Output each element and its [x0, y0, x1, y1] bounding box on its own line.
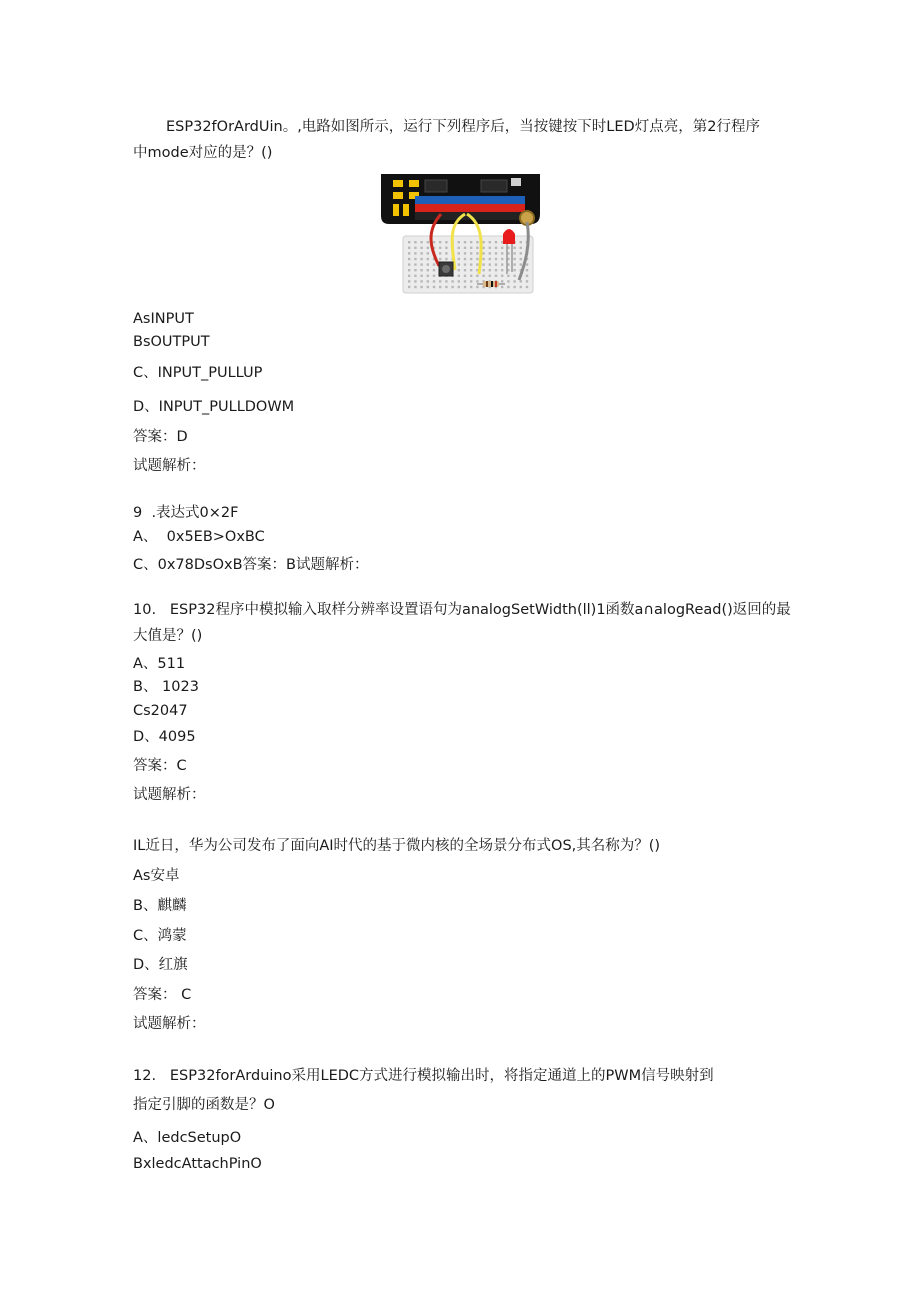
q10-option-a: A、511 — [133, 656, 186, 672]
q9-option-a: A、 0x5EB>OxBC — [133, 529, 265, 545]
q11-option-c: C、鸿蒙 — [133, 928, 187, 944]
q8-option-b: BsOUTPUT — [133, 334, 210, 350]
push-button — [439, 262, 453, 276]
q8-analysis: 试题解析： — [133, 458, 206, 474]
q12-option-a: A、ledcSetupO — [133, 1130, 242, 1146]
q10-analysis: 试题解析： — [133, 787, 206, 803]
q12-stem-line2: 指定引脚的函数是？O — [133, 1097, 275, 1113]
q11-option-d: D、红旗 — [133, 957, 188, 973]
q12-stem-line1: 12. ESP32forArduino采用LEDC方式进行模拟输出时，将指定通道上的PWM信号映射到 — [133, 1068, 714, 1084]
q8-stem-line1: ESP32fOrArdUin。,电路如图所示，运行下列程序后，当按键按下时LED灯点亮，第2行程序 — [166, 119, 760, 135]
q11-option-a: As安卓 — [133, 868, 180, 884]
q11-stem: IL近日，华为公司发布了面向AI时代的基于微内核的全场景分布式OS,其名称为？() — [133, 838, 661, 854]
q8-option-c: C、INPUT_PULLUP — [133, 365, 263, 381]
q12-option-b: BxledcAttachPinO — [133, 1156, 262, 1172]
q10-option-d: D、4095 — [133, 729, 196, 745]
q8-answer: 答案：D — [133, 429, 188, 445]
q8-option-a: AsINPUT — [133, 311, 194, 327]
q10-answer: 答案：C — [133, 758, 187, 774]
q10-option-c: Cs2047 — [133, 703, 188, 719]
q10-stem-line2: 大值是？() — [133, 628, 203, 644]
q8-stem-line2: 中mode对应的是？() — [133, 145, 273, 161]
q9-stem: 9 .表达式0×2F — [133, 505, 239, 521]
q10-stem-line1: 10. ESP32程序中模拟输入取样分辨率设置语句为analogSetWidth(ll)1函数a∩alogRead()返回的最 — [133, 602, 791, 618]
q8-option-d: D、INPUT_PULLDOWM — [133, 399, 295, 415]
circuit-figure — [381, 174, 540, 295]
q11-option-b: B、麒麟 — [133, 898, 187, 914]
breadboard — [403, 236, 533, 293]
q10-option-b: B、 1023 — [133, 679, 199, 695]
q9-option-c-answer: C、0x78DsOxB答案：B试题解析： — [133, 557, 369, 573]
q11-analysis: 试题解析： — [133, 1016, 206, 1032]
q11-answer: 答案： C — [133, 987, 192, 1003]
